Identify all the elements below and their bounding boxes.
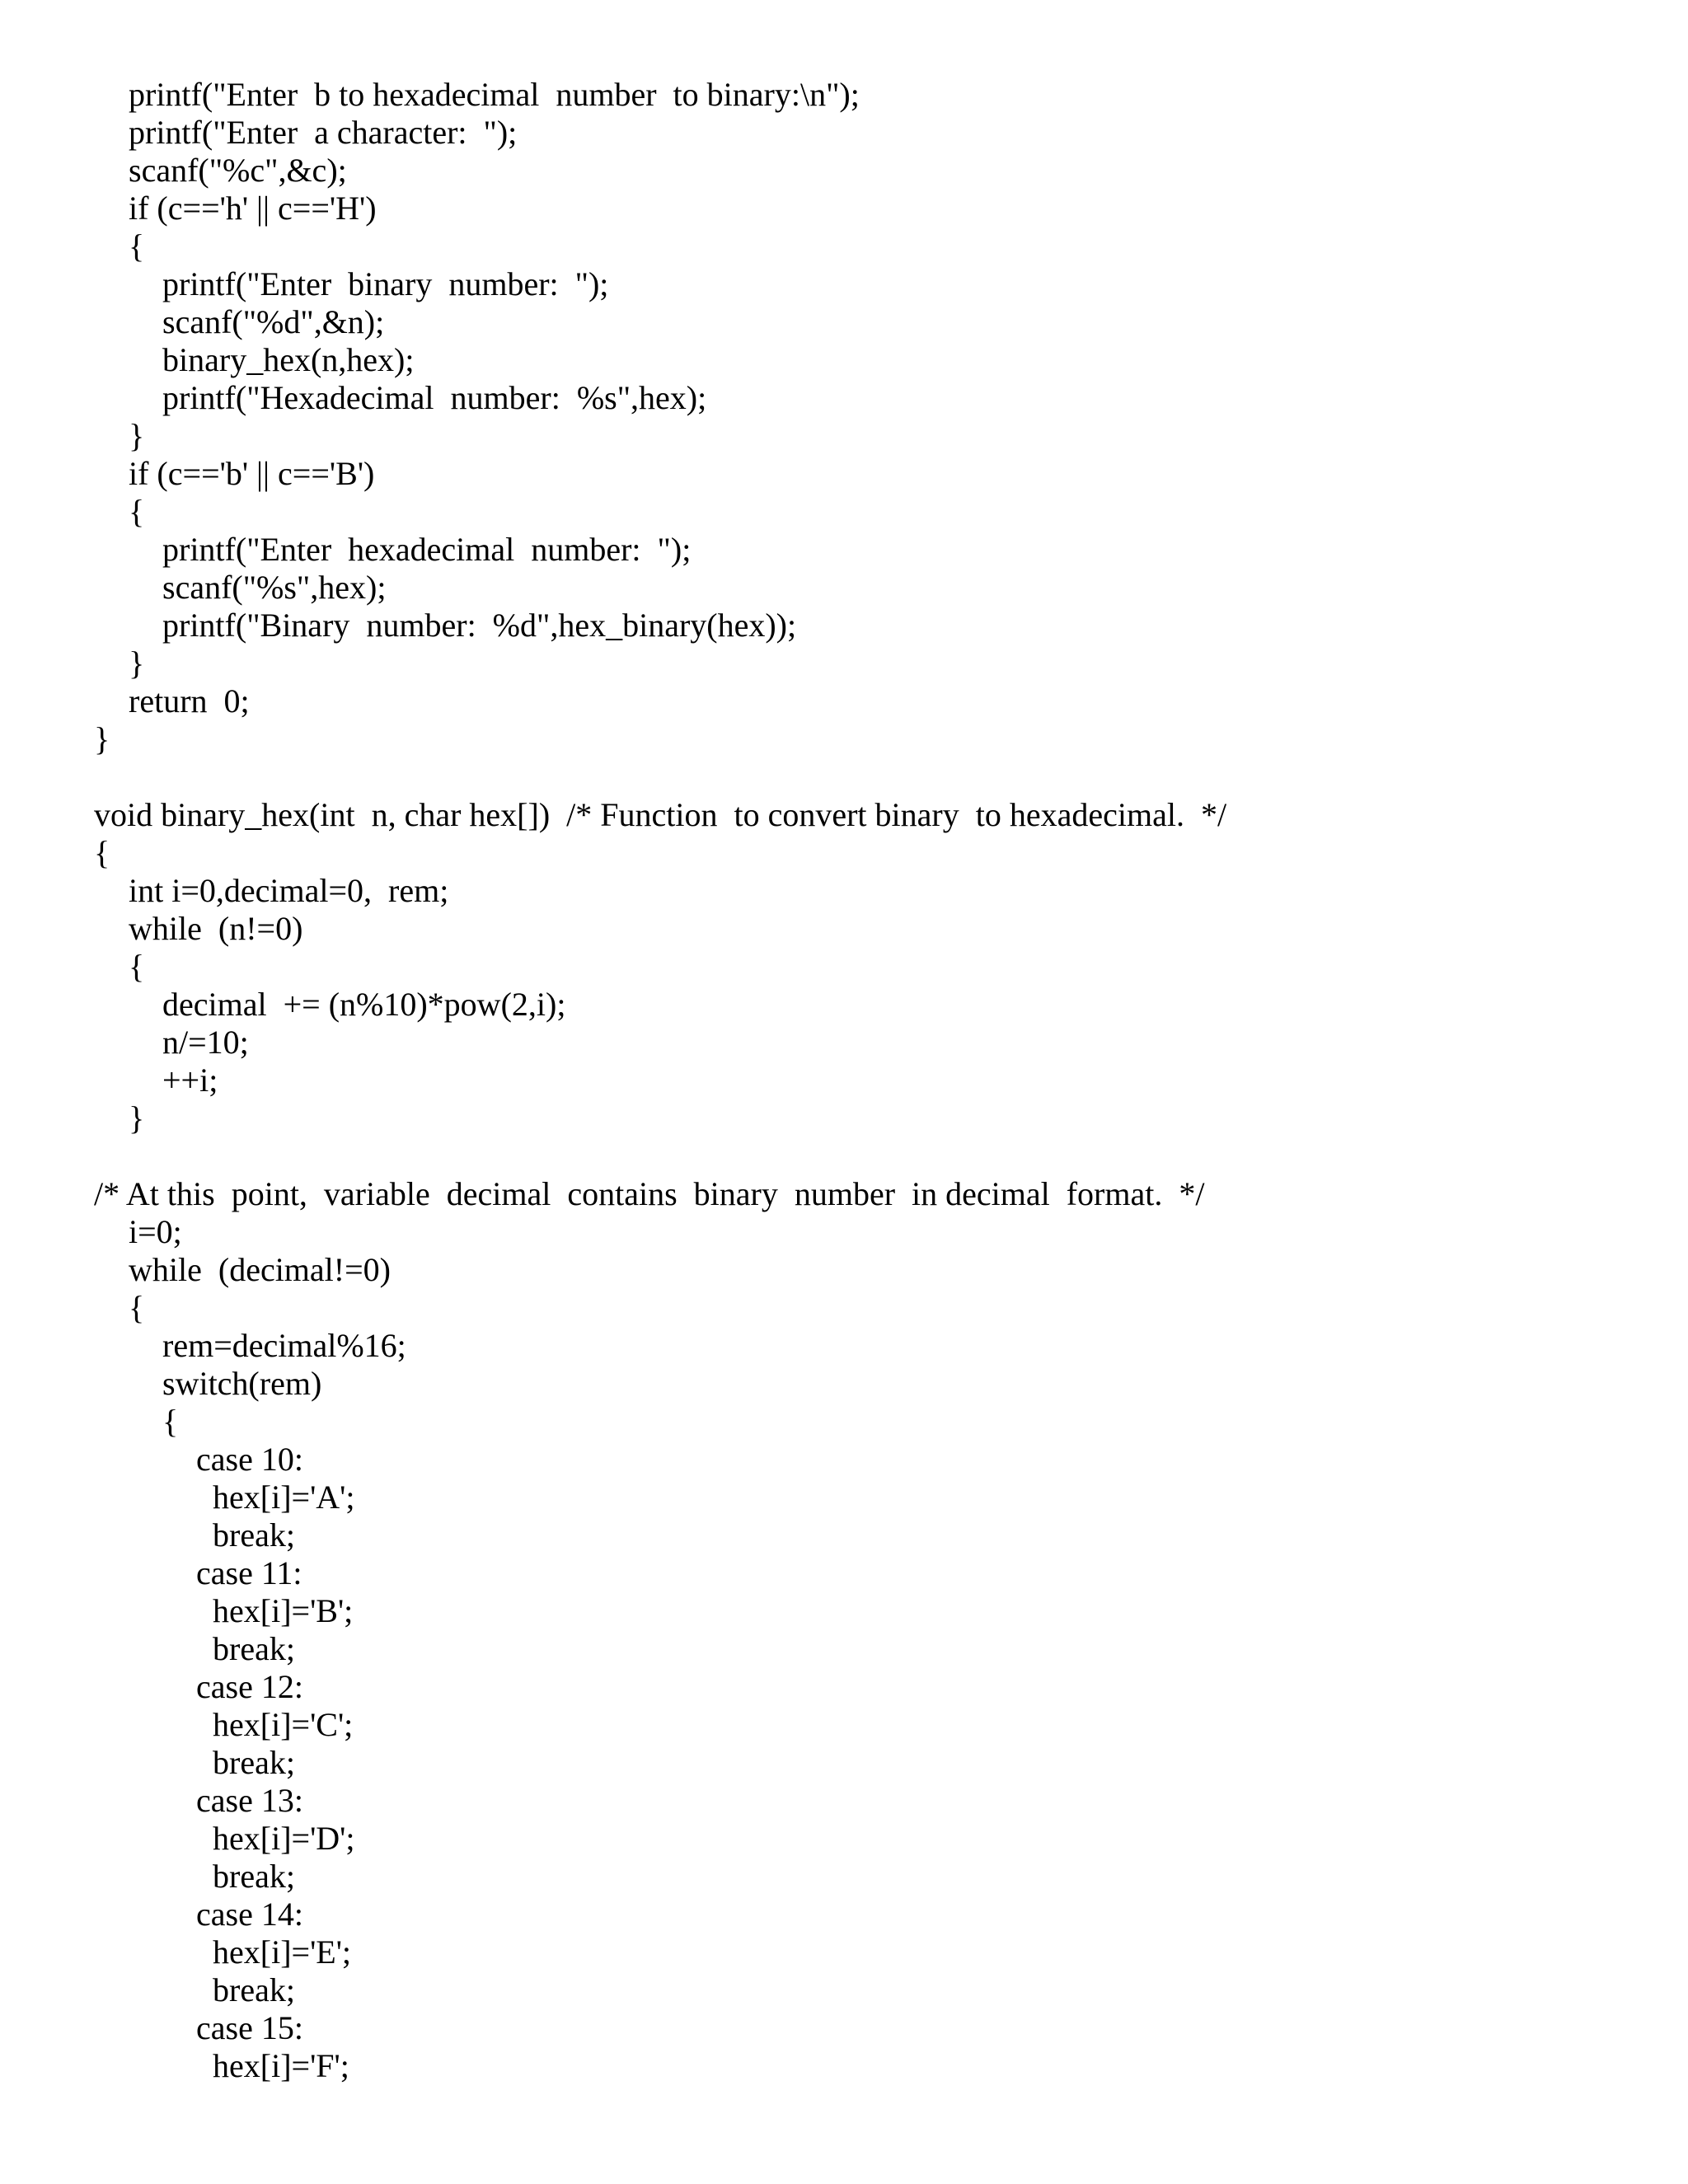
code-line: decimal += (n%10)*pow(2,i); <box>162 986 566 1023</box>
code-line: break; <box>213 1744 295 1781</box>
code-listing <box>0 76 1688 2085</box>
code-line: { <box>129 1289 145 1326</box>
code-line <box>0 1137 1688 1175</box>
code-line: printf("Enter b to hexadecimal number to binary:\n"); <box>129 76 860 113</box>
code-line: printf("Hexadecimal number: %s",hex); <box>162 379 707 416</box>
code-line: i=0; <box>129 1213 182 1250</box>
code-line: break; <box>213 1971 295 2008</box>
code-line: { <box>129 227 145 265</box>
code-line: { <box>129 493 145 530</box>
code-line: /* At this point, variable decimal contains binary number in decimal format. */ <box>94 1175 1205 1212</box>
code-line: while (decimal!=0) <box>129 1251 391 1288</box>
code-line: while (n!=0) <box>129 910 303 947</box>
code-line: return 0; <box>129 682 250 719</box>
code-line: int i=0,decimal=0, rem; <box>129 872 449 909</box>
code-line: } <box>94 720 110 757</box>
code-line: } <box>129 417 145 454</box>
code-line: case 10: <box>196 1441 303 1478</box>
code-line: break; <box>213 1630 295 1667</box>
code-line: { <box>162 1403 179 1440</box>
code-line: printf("Enter hexadecimal number: "); <box>162 531 692 568</box>
code-line: if (c=='b' || c=='B') <box>129 455 375 492</box>
code-line: hex[i]='A'; <box>213 1479 355 1516</box>
code-line: printf("Enter binary number: "); <box>162 265 609 302</box>
code-line: scanf("%c",&c); <box>129 152 347 189</box>
code-line: ++i; <box>162 1062 218 1099</box>
code-line: case 12: <box>196 1668 303 1705</box>
code-line: case 13: <box>196 1782 303 1819</box>
code-line: printf("Binary number: %d",hex_binary(hex)); <box>162 607 797 644</box>
code-line: { <box>94 834 110 871</box>
code-line: binary_hex(n,hex); <box>162 341 415 378</box>
code-line: n/=10; <box>162 1024 249 1061</box>
code-line: case 14: <box>196 1896 303 1933</box>
code-line: switch(rem) <box>162 1365 322 1402</box>
code-line: hex[i]='E'; <box>213 1933 352 1971</box>
code-line: hex[i]='B'; <box>213 1592 354 1629</box>
code-line: scanf("%s",hex); <box>162 569 387 606</box>
code-line: break; <box>213 1516 295 1554</box>
code-line: } <box>129 1099 145 1137</box>
code-line: case 15: <box>196 2009 303 2046</box>
code-line: } <box>129 644 145 682</box>
code-line: scanf("%d",&n); <box>162 303 385 340</box>
code-line: printf("Enter a character: "); <box>129 114 518 151</box>
code-line: break; <box>213 1858 295 1895</box>
code-line <box>0 758 1688 796</box>
code-line: if (c=='h' || c=='H') <box>129 190 377 227</box>
code-line: hex[i]='F'; <box>213 2047 349 2084</box>
code-line: hex[i]='C'; <box>213 1706 354 1743</box>
code-line: void binary_hex(int n, char hex[]) /* Function to convert binary to hexadecimal. */ <box>94 796 1227 833</box>
code-line: rem=decimal%16; <box>162 1327 406 1364</box>
code-line: hex[i]='D'; <box>213 1820 355 1857</box>
code-line: case 11: <box>196 1554 302 1591</box>
code-line: { <box>129 948 145 985</box>
